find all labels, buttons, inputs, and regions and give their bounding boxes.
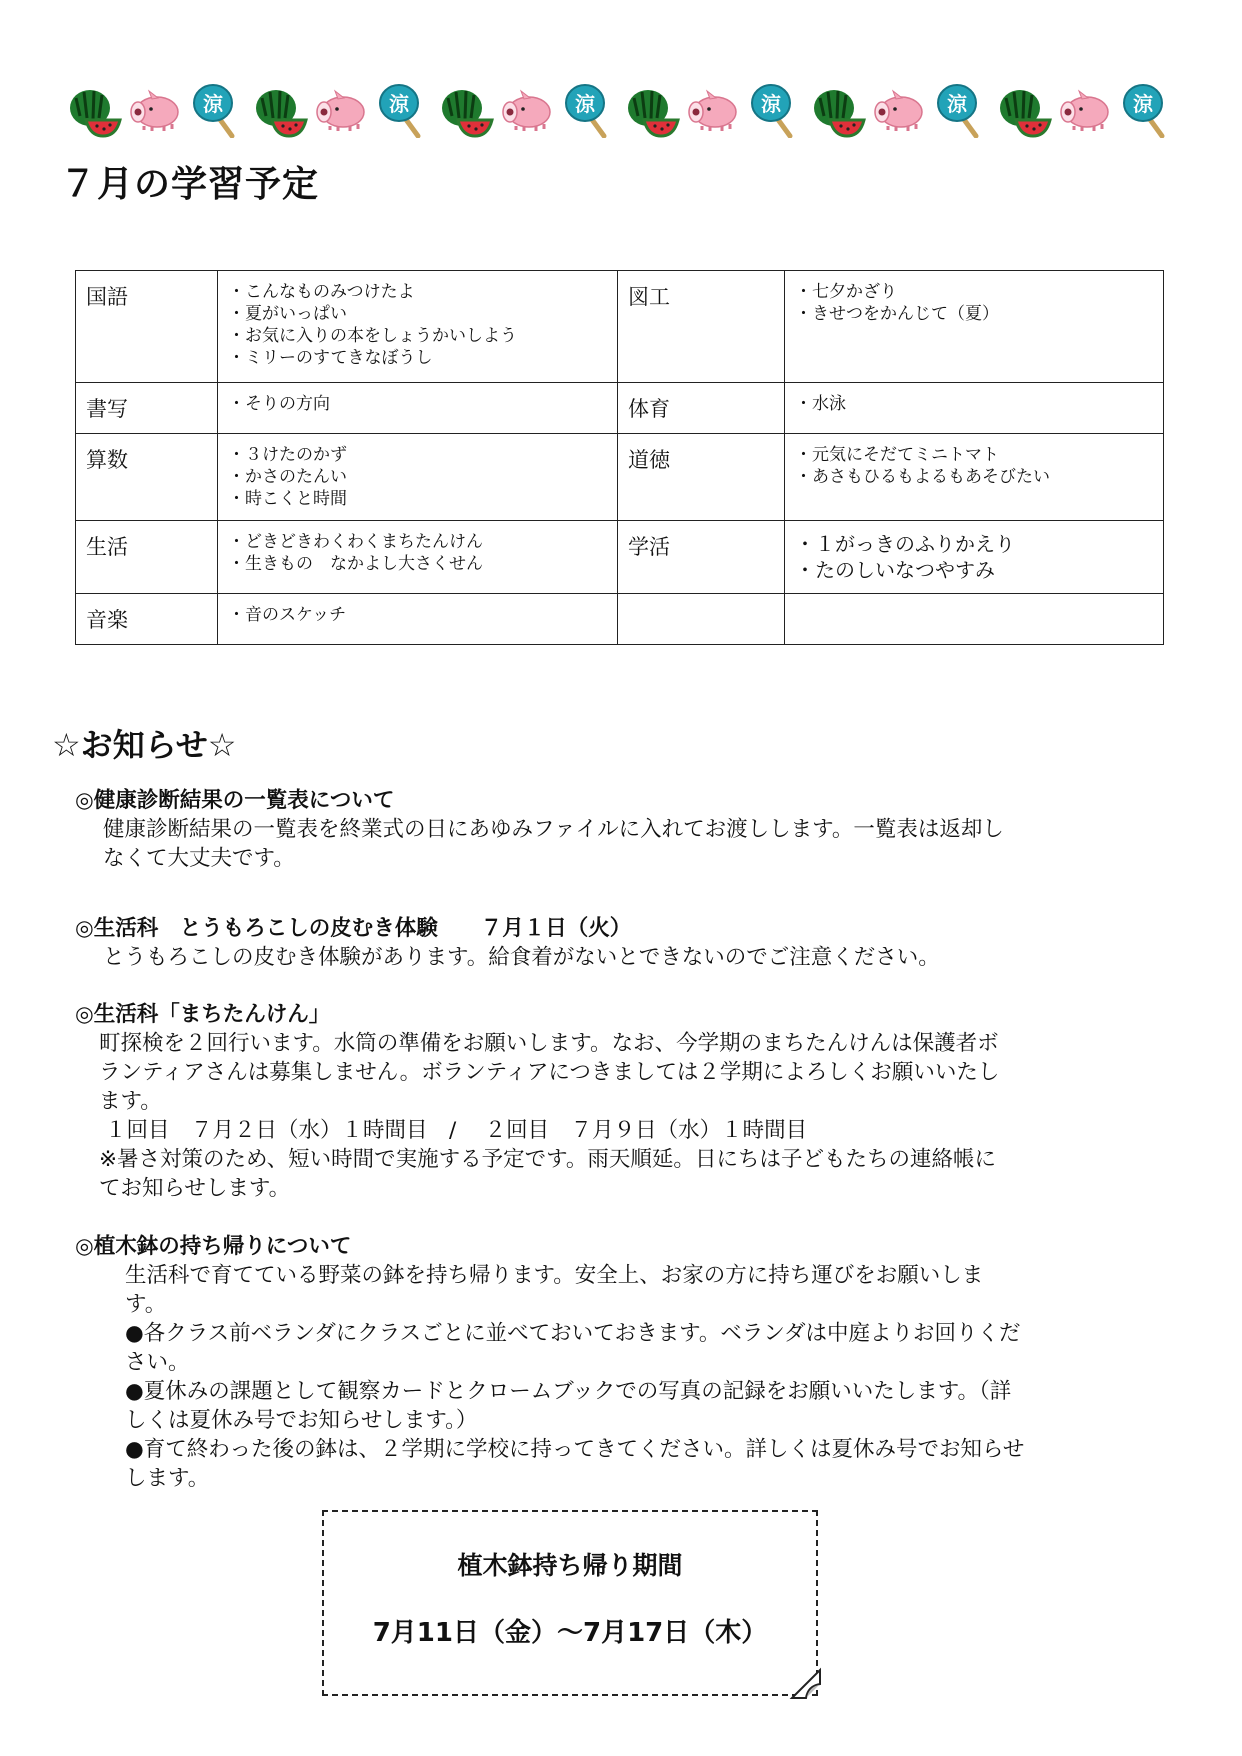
notice-line: 健康診断結果の一覧表を終業式の日にあゆみファイルに入れてお渡しします。一覧表は返却し: [103, 817, 1004, 842]
notice-line: しくは夏休み号でお知らせします。）: [125, 1408, 478, 1433]
pot-box-period: 7月11日（金）～7月17日（木）: [372, 1618, 768, 1648]
watermelon-icon: [66, 82, 122, 138]
notice-schedule-line: １回目 ７月２日（水）１時間目 / ２回目 ７月９日（水）１時間目: [105, 1118, 808, 1143]
notice-line: 町探検を２回行います。水筒の準備をお願いします。なお、今学期のまちたんけんは保護者ボ: [99, 1031, 999, 1056]
notice-line: す。: [125, 1292, 167, 1317]
summer-decoration-border: [66, 82, 1176, 140]
notice-body: [75, 1029, 1175, 1203]
page-curl-icon: [786, 1664, 822, 1700]
pig-incense-icon: [314, 82, 370, 138]
notice-heading: ◎植木鉢の持ち帰りについて: [75, 1234, 352, 1259]
notice-corn: [75, 914, 1175, 972]
fan-icon: [934, 82, 990, 138]
items-cell: [785, 521, 1164, 594]
notice-line: します。: [125, 1466, 210, 1491]
svg-text:涼: 涼: [575, 92, 595, 116]
pig-incense-icon: [686, 82, 742, 138]
notice-body: [75, 815, 1175, 873]
watermelon-icon: [438, 82, 494, 138]
notice-line: てお知らせします。: [99, 1176, 291, 1201]
subject-cell: 図工: [618, 271, 785, 383]
schedule-item: ・生きもの なかよし大さくせん: [228, 554, 483, 574]
pig-incense-icon: [872, 82, 928, 138]
items-cell: [218, 521, 618, 594]
notice-heading: ◎健康診断結果の一覧表について: [75, 788, 395, 813]
schedule-item: ・ミリーのすてきなぼうし: [228, 348, 433, 368]
svg-text:涼: 涼: [761, 92, 781, 116]
subject-cell: [618, 594, 785, 645]
svg-text:涼: 涼: [389, 92, 409, 116]
subject-cell: 道徳: [618, 434, 785, 521]
notice-line: ランティアさんは募集しません。ボランティアにつきましては２学期によろしくお願いいたし: [99, 1060, 1000, 1085]
schedule-item: ・あさもひるもよるもあそびたい: [795, 467, 1050, 487]
pot-box-title: 植木鉢持ち帰り期間: [457, 1551, 683, 1580]
watermelon-icon: [996, 82, 1052, 138]
schedule-item: ・そりの方向: [228, 394, 330, 414]
notice-line: ます。: [99, 1089, 162, 1114]
schedule-row: [76, 434, 1164, 521]
items-cell: [218, 271, 618, 383]
svg-text:涼: 涼: [1133, 92, 1153, 116]
fan-icon: [562, 82, 618, 138]
subject-cell: 国語: [76, 271, 218, 383]
items-cell: [785, 434, 1164, 521]
subject-cell: 学活: [618, 521, 785, 594]
watermelon-icon: [810, 82, 866, 138]
schedule-item: ・お気に入りの本をしょうかいしよう: [228, 326, 517, 346]
pig-incense-icon: [128, 82, 184, 138]
schedule-item: ・夏がいっぱい: [228, 304, 347, 324]
fan-icon: [190, 82, 246, 138]
items-cell: [218, 383, 618, 434]
schedule-row: [76, 521, 1164, 594]
subject-cell: 生活: [76, 521, 218, 594]
notice-line: ●各クラス前ベランダにクラスごとに並べておいておきます。ベランダは中庭よりお回りくだ: [125, 1321, 1021, 1346]
schedule-item: ・かさのたんい: [228, 467, 347, 487]
fan-icon: [1120, 82, 1176, 138]
subject-cell: 書写: [76, 383, 218, 434]
notice-heading: ◎生活科「まちたんけん」: [75, 1002, 331, 1027]
items-cell: [218, 434, 618, 521]
schedule-item: ・水泳: [795, 394, 846, 414]
schedule-item: ・時こくと時間: [228, 489, 347, 509]
notice-heading: ◎生活科 とうもろこしの皮むき体験 ７月１日（火）: [75, 916, 632, 941]
pig-incense-icon: [500, 82, 556, 138]
notice-body: [75, 1261, 1175, 1493]
pot-return-period-box: [322, 1510, 818, 1696]
schedule-item: ・元気にそだてミニトマト: [795, 445, 999, 465]
notice-line: ※暑さ対策のため、短い時間で実施する予定です。雨天順延。日にちは子どもたちの連絡帳に: [99, 1147, 996, 1172]
fan-icon: [748, 82, 804, 138]
notice-town: [75, 1000, 1175, 1203]
pig-incense-icon: [1058, 82, 1114, 138]
schedule-item: ・きせつをかんじて（夏）: [795, 304, 999, 324]
schedule-item: ・音のスケッチ: [228, 605, 347, 625]
schedule-table: [75, 270, 1164, 645]
watermelon-icon: [252, 82, 308, 138]
notice-line: ●夏休みの課題として観察カードとクロームブックでの写真の記録をお願いいたします。（詳: [125, 1379, 1012, 1404]
page-title: ７月の学習予定: [60, 164, 320, 205]
schedule-item: ・どきどきわくわくまちたんけん: [228, 532, 483, 552]
schedule-item: ・１がっきのふりかえり: [795, 532, 1015, 556]
notices-heading: ☆お知らせ☆: [52, 726, 237, 764]
watermelon-icon: [624, 82, 680, 138]
notice-plant: [75, 1232, 1175, 1493]
subject-cell: 体育: [618, 383, 785, 434]
schedule-row: [76, 271, 1164, 383]
schedule-row: [76, 594, 1164, 645]
items-cell: [785, 383, 1164, 434]
svg-text:涼: 涼: [947, 92, 967, 116]
notice-line: ●育て終わった後の鉢は、２学期に学校に持ってきてください。詳しくは夏休み号でお知らせ: [125, 1437, 1025, 1462]
fan-icon: [376, 82, 432, 138]
notice-line: なくて大丈夫です。: [103, 846, 295, 871]
svg-text:涼: 涼: [203, 92, 223, 116]
notice-health: [75, 786, 1175, 873]
notice-line: 生活科で育てている野菜の鉢を持ち帰ります。安全上、お家の方に持ち運びをお願いしま: [125, 1263, 984, 1288]
schedule-item: ・たのしいなつやすみ: [795, 558, 995, 582]
subject-cell: 算数: [76, 434, 218, 521]
subject-cell: 音楽: [76, 594, 218, 645]
items-cell: [785, 271, 1164, 383]
items-cell: [218, 594, 618, 645]
schedule-item: ・七夕かざり: [795, 282, 897, 302]
schedule-row: [76, 383, 1164, 434]
notice-line: さい。: [125, 1350, 190, 1375]
notice-line: とうもろこしの皮むき体験があります。給食着がないとできないのでご注意ください。: [103, 945, 940, 970]
schedule-item: ・３けたのかず: [228, 445, 347, 465]
notice-body: [75, 943, 1175, 972]
items-cell: [785, 594, 1164, 645]
schedule-item: ・こんなものみつけたよ: [228, 282, 415, 302]
